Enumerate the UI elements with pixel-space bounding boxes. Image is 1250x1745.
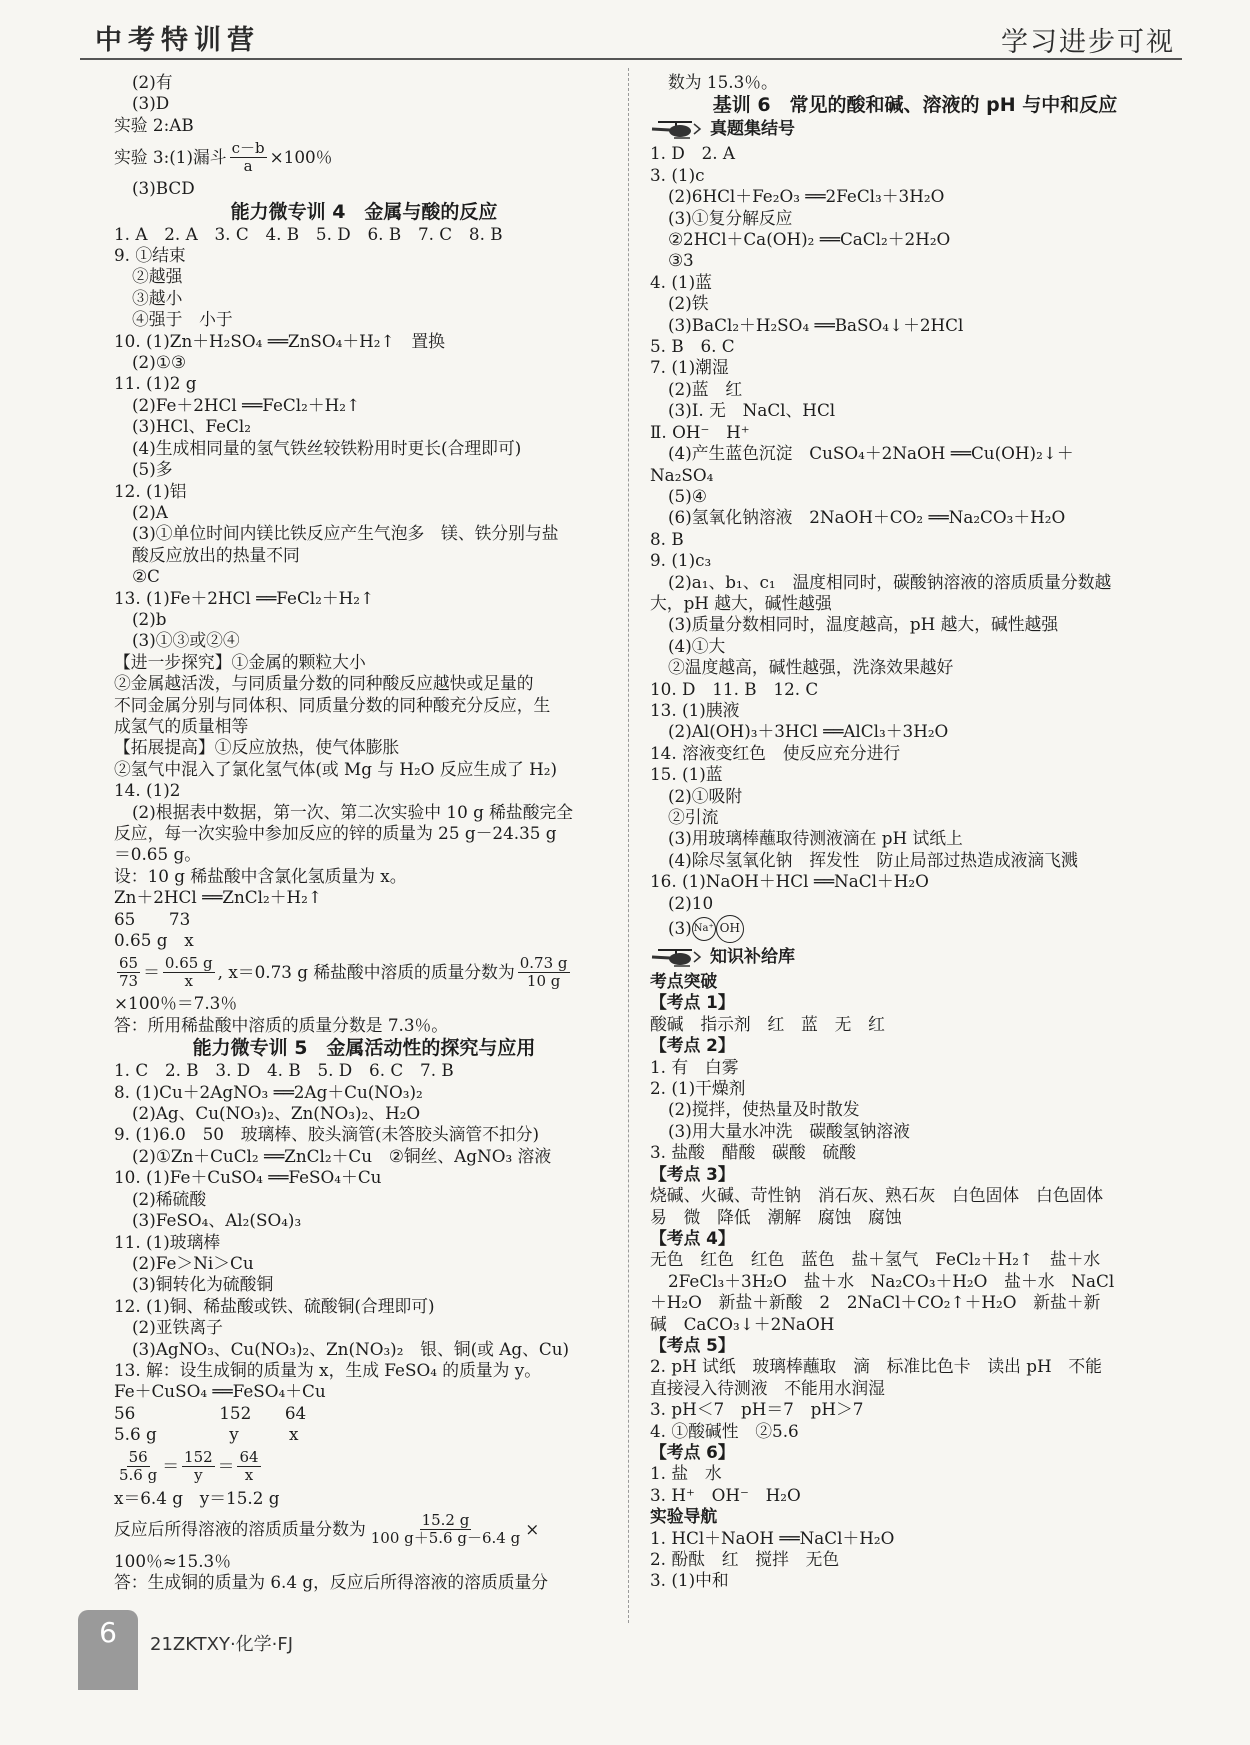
series-slogan: 学习进步可视 bbox=[1001, 27, 1175, 58]
answer-line: 碱 CaCO₃↓＋2NaOH bbox=[650, 1313, 835, 1334]
answer-line: (3)FeSO₄、Al₂(SO₄)₃ bbox=[132, 1210, 302, 1231]
answer-line: 实验导航 bbox=[650, 1506, 718, 1527]
answer-line: 0.65 g x bbox=[114, 930, 194, 951]
answer-line: 【考点 3】 bbox=[650, 1163, 735, 1184]
answer-line: 答：生成铜的质量为 6.4 g，反应后所得溶液的溶质质量分 bbox=[114, 1572, 549, 1593]
answer-line: (4)除尽氢氧化钠 挥发性 防止局部过热造成液滴飞溅 bbox=[668, 849, 1078, 870]
answer-line: 数为 15.3％。 bbox=[668, 72, 778, 92]
answer-line: 1. HCl＋NaOH ══NaCl＋H₂O bbox=[650, 1527, 895, 1548]
answer-line: 【拓展提高】①反应放热，使气体膨胀 bbox=[114, 737, 400, 758]
answer-line: 【考点 6】 bbox=[650, 1441, 735, 1462]
section-heading: 能力微专训 4 金属与酸的反应 bbox=[230, 200, 498, 223]
answer-line: 12. (1)铝 bbox=[114, 480, 187, 501]
fraction bbox=[117, 955, 140, 990]
answer-line: 考点突破 bbox=[650, 971, 718, 992]
fraction bbox=[237, 1449, 260, 1484]
answer-line: 2. (1)干燥剂 bbox=[650, 1078, 746, 1099]
formula-text: (3) bbox=[668, 918, 692, 939]
answer-line: (3)Ⅰ. 无 NaCl、HCl bbox=[668, 400, 836, 421]
answer-line: (2)Fe＞Ni＞Cu bbox=[132, 1252, 254, 1273]
answer-line: (4)①大 bbox=[668, 635, 726, 656]
helicopter-icon bbox=[650, 118, 702, 140]
book-code: 21ZKTXY·化学·FJ bbox=[150, 1634, 294, 1655]
answer-line: ③越小 bbox=[132, 287, 183, 308]
fraction-numerator: 152 bbox=[184, 1448, 213, 1467]
fraction bbox=[369, 1512, 522, 1547]
answer-line: (3)用玻璃棒蘸取待测液滴在 pH 试纸上 bbox=[668, 828, 963, 849]
answer-line: 11. (1)2 g bbox=[114, 373, 197, 394]
answer-line: 不同金属分别与同体积、同质量分数的同种酸充分反应，生 bbox=[114, 694, 551, 715]
answer-line: Zn＋2HCl ══ZnCl₂＋H₂↑ bbox=[114, 887, 322, 908]
column-divider bbox=[628, 68, 629, 1623]
answer-line: (3)用大量水冲洗 碳酸氢钠溶液 bbox=[668, 1120, 910, 1141]
answer-line: (3)质量分数相同时，温度越高，pH 越大，碱性越强 bbox=[668, 614, 1059, 635]
formula-text: ＝ bbox=[217, 1455, 235, 1476]
answer-line: ②2HCl＋Ca(OH)₂ ══CaCl₂＋2H₂O bbox=[668, 229, 951, 250]
answer-line: 【考点 4】 bbox=[650, 1227, 735, 1248]
answer-line bbox=[114, 1509, 614, 1551]
answer-line: ＋H₂O 新盐＋新酸 2 2NaCl＋CO₂↑＋H₂O 新盐＋新 bbox=[650, 1292, 1101, 1313]
answer-line: 7. (1)潮湿 bbox=[650, 357, 729, 378]
answer-line: ②越强 bbox=[132, 266, 183, 287]
answer-line: (2)Fe＋2HCl ══FeCl₂＋H₂↑ bbox=[132, 394, 361, 415]
answer-line: 9. ①结束 bbox=[114, 245, 186, 266]
answer-line: 3. (1)c bbox=[650, 164, 705, 185]
answer-line: (2)搅拌，使热量及时散发 bbox=[668, 1099, 860, 1120]
answer-line: 13. 解：设生成铜的质量为 x，生成 FeSO₄ 的质量为 y。 bbox=[114, 1359, 542, 1380]
answer-line: 2. 酚酞 红 搅拌 无色 bbox=[650, 1549, 840, 1569]
formula-text: 反应后所得溶液的溶质质量分数为 bbox=[114, 1519, 366, 1540]
answer-line: (3)HCl、FeCl₂ bbox=[132, 416, 251, 437]
right-column bbox=[650, 72, 1180, 1592]
answer-line: ②金属越活泼，与同质量分数的同种酸反应越快或足量的 bbox=[114, 673, 534, 694]
answer-line: 3. H⁺ OH⁻ H₂O bbox=[650, 1484, 801, 1505]
answer-line: (4)产生蓝色沉淀 CuSO₄＋2NaOH ══Cu(OH)₂↓＋ bbox=[668, 443, 1074, 464]
answer-line: (3)①③或②④ bbox=[132, 630, 240, 651]
formula-text: 实验 3:(1)漏斗 bbox=[114, 146, 227, 167]
answer-line: (4)生成相同量的氢气铁丝较铁粉用时更长(合理即可) bbox=[132, 437, 522, 458]
subsection-title: 真题集结号 bbox=[710, 119, 795, 140]
answer-line: (2)a₁、b₁、c₁ 温度相同时，碳酸钠溶液的溶质质量分数越 bbox=[668, 571, 1112, 592]
answer-line: (6)氢氧化钠溶液 2NaOH＋CO₂ ══Na₂CO₃＋H₂O bbox=[668, 507, 1066, 528]
fraction-denominator: a bbox=[243, 156, 253, 175]
answer-line: ③3 bbox=[668, 250, 694, 271]
answer-line: 4. (1)蓝 bbox=[650, 271, 712, 292]
fraction-denominator: 10 g bbox=[526, 971, 561, 990]
answer-line: x＝6.4 g y＝15.2 g bbox=[114, 1487, 280, 1508]
answer-line: 大，pH 越大，碱性越强 bbox=[650, 592, 832, 613]
fraction-denominator: 100 g＋5.6 g－6.4 g bbox=[370, 1529, 521, 1548]
answer-line: ＝0.65 g。 bbox=[114, 844, 202, 865]
answer-line: Na₂SO₄ bbox=[650, 464, 714, 485]
formula-text: ＝ bbox=[162, 1455, 180, 1476]
answer-line: 易 微 降低 潮解 腐蚀 腐蚀 bbox=[650, 1206, 902, 1227]
formula-text: ×100％ bbox=[269, 146, 333, 167]
answer-line: 2FeCl₃＋3H₂O 盐＋水 Na₂CO₃＋H₂O 盐＋水 NaCl bbox=[668, 1270, 1115, 1291]
fraction-numerator: c－b bbox=[231, 138, 265, 157]
answer-line: (2)铁 bbox=[668, 293, 709, 314]
answer-line: (2)①③ bbox=[132, 352, 186, 373]
answer-line: 15. (1)蓝 bbox=[650, 764, 723, 785]
answer-line: (2)A bbox=[132, 501, 168, 522]
header-rule bbox=[80, 58, 1182, 60]
answer-line: (2)稀硫酸 bbox=[132, 1188, 207, 1209]
answer-line: 3. (1)中和 bbox=[650, 1570, 729, 1591]
answer-line: 14. 溶液变红色 使反应充分进行 bbox=[650, 742, 901, 763]
subsection-banner bbox=[650, 946, 1180, 968]
answer-line: 5. B 6. C bbox=[650, 336, 735, 357]
fraction-denominator: x bbox=[184, 971, 194, 990]
fraction-numerator: 56 bbox=[128, 1448, 148, 1467]
answer-line: 直接浸入待测液 不能用水润湿 bbox=[650, 1377, 885, 1398]
answer-line: 酸碱 指示剂 红 蓝 无 红 bbox=[650, 1013, 885, 1034]
answer-line: 1. D 2. A bbox=[650, 143, 736, 164]
answer-line: 10. (1)Fe＋CuSO₄ ══FeSO₄＋Cu bbox=[114, 1167, 382, 1188]
formula-text: ＝ bbox=[143, 961, 160, 982]
answer-line: (2)6HCl＋Fe₂O₃ ══2FeCl₃＋3H₂O bbox=[668, 186, 945, 207]
answer-line: 答：所用稀盐酸中溶质的质量分数是 7.3％。 bbox=[114, 1014, 449, 1035]
answer-line: (5)④ bbox=[668, 485, 707, 506]
answer-line: ②氢气中混入了氯化氢气体(或 Mg 与 H₂O 反应生成了 H₂) bbox=[114, 758, 558, 779]
series-title: 中考特训营 bbox=[95, 25, 260, 56]
answer-line: 100％≈15.3％ bbox=[114, 1550, 232, 1571]
left-column bbox=[114, 72, 614, 1594]
answer-line: 10. D 11. B 12. C bbox=[650, 678, 819, 699]
answer-line bbox=[114, 1446, 614, 1488]
answer-line: (3)D bbox=[132, 93, 170, 114]
hydroxide-ion-circle: OH bbox=[716, 915, 744, 943]
fraction bbox=[182, 1449, 215, 1484]
answer-line: (2)10 bbox=[668, 892, 714, 913]
answer-line: 实验 2:AB bbox=[114, 114, 194, 135]
answer-line: 【进一步探究】①金属的颗粒大小 bbox=[114, 651, 366, 672]
answer-line: 1. A 2. A 3. C 4. B 5. D 6. B 7. C 8. B bbox=[114, 223, 503, 244]
fraction-numerator: 65 bbox=[119, 953, 139, 972]
formula-text: × bbox=[525, 1519, 540, 1540]
answer-line: 3. pH＜7 pH＝7 pH＞7 bbox=[650, 1399, 864, 1420]
subsection-title: 知识补给库 bbox=[710, 947, 795, 968]
answer-line bbox=[650, 914, 1180, 944]
answer-line: (3)铜转化为硫酸铜 bbox=[132, 1274, 274, 1295]
page-number-badge bbox=[78, 1610, 138, 1690]
answer-line: (3)AgNO₃、Cu(NO₃)₂、Zn(NO₃)₂ 银、铜(或 Ag、Cu) bbox=[132, 1338, 570, 1359]
answer-line: 4. ①酸碱性 ②5.6 bbox=[650, 1420, 799, 1441]
section-heading: 能力微专训 5 金属活动性的探究与应用 bbox=[192, 1037, 536, 1060]
section-heading: 基训 6 常见的酸和碱、溶液的 pH 与中和反应 bbox=[712, 94, 1118, 117]
answer-line: 成氢气的质量相等 bbox=[114, 715, 249, 736]
answer-line: ④强于 小于 bbox=[132, 309, 233, 330]
fraction bbox=[163, 955, 215, 990]
answer-line: (2)蓝 红 bbox=[668, 378, 743, 399]
answer-line: (3)①复分解反应 bbox=[668, 207, 793, 228]
answer-line: (2)Ag、Cu(NO₃)₂、Zn(NO₃)₂、H₂O bbox=[132, 1103, 421, 1124]
answer-line: (2)Al(OH)₃＋3HCl ══AlCl₃＋3H₂O bbox=[668, 721, 949, 742]
answer-line: 8. (1)Cu＋2AgNO₃ ══2Ag＋Cu(NO₃)₂ bbox=[114, 1081, 423, 1102]
answer-line: (2)亚铁离子 bbox=[132, 1317, 223, 1338]
answer-line: 1. C 2. B 3. D 4. B 5. D 6. C 7. B bbox=[114, 1060, 454, 1081]
answer-line: 11. (1)玻璃棒 bbox=[114, 1231, 221, 1252]
fraction-denominator: x bbox=[244, 1466, 254, 1485]
answer-line: (2)b bbox=[132, 608, 167, 629]
answer-line: (2)有 bbox=[132, 72, 173, 92]
page-number: 6 bbox=[99, 1616, 117, 1649]
formula-text: , x＝0.73 g 稀盐酸中溶质的质量分数为 bbox=[217, 961, 515, 982]
subsection-banner bbox=[650, 118, 1180, 140]
answer-line: 【考点 2】 bbox=[650, 1035, 735, 1056]
answer-line: ②温度越高，碱性越强，洗涤效果越好 bbox=[668, 657, 954, 678]
answer-line: 56 152 64 bbox=[114, 1402, 307, 1423]
answer-line: 1. 有 白雾 bbox=[650, 1056, 739, 1077]
fraction-denominator: 73 bbox=[119, 971, 139, 990]
answer-line: 13. (1)Fe＋2HCl ══FeCl₂＋H₂↑ bbox=[114, 587, 375, 608]
answer-line: 14. (1)2 bbox=[114, 780, 181, 801]
answer-line: 设：10 g 稀盐酸中含氯化氢质量为 x。 bbox=[114, 865, 407, 886]
answer-line bbox=[114, 136, 614, 178]
answer-line: 9. (1)c₃ bbox=[650, 550, 712, 571]
answer-line: (2)根据表中数据，第一次、第二次实验中 10 g 稀盐酸完全 bbox=[132, 801, 574, 822]
answer-line: 9. (1)6.0 50 玻璃棒、胶头滴管(未答胶头滴管不扣分) bbox=[114, 1124, 540, 1145]
fraction-numerator: 0.65 g bbox=[164, 953, 213, 972]
answer-line: 酸反应放出的热量不同 bbox=[132, 544, 300, 565]
fraction bbox=[518, 955, 570, 990]
fraction-denominator: y bbox=[194, 1466, 203, 1485]
fraction-denominator: 5.6 g bbox=[119, 1466, 158, 1485]
sodium-ion-circle: Na⁺ bbox=[692, 917, 716, 941]
answer-line: 【考点 5】 bbox=[650, 1334, 735, 1355]
answer-line: (3)BaCl₂＋H₂SO₄ ══BaSO₄↓＋2HCl bbox=[668, 314, 964, 335]
answer-line: (2)①Zn＋CuCl₂ ══ZnCl₂＋Cu ②铜丝、AgNO₃ 溶液 bbox=[132, 1145, 552, 1166]
answer-line: 无色 红色 红色 蓝色 盐＋氢气 FeCl₂＋H₂↑ 盐＋水 bbox=[650, 1249, 1101, 1270]
answer-line: (2)①吸附 bbox=[668, 785, 743, 806]
fraction bbox=[230, 140, 267, 175]
answer-line: 65 73 bbox=[114, 908, 191, 929]
answer-line: Ⅱ. OH⁻ H⁺ bbox=[650, 421, 750, 442]
fraction-numerator: 0.73 g bbox=[519, 953, 568, 972]
answer-line: Fe＋CuSO₄ ══FeSO₄＋Cu bbox=[114, 1381, 326, 1402]
answer-line: 12. (1)铜、稀盐酸或铁、硫酸铜(合理即可) bbox=[114, 1295, 435, 1316]
fraction-numerator: 64 bbox=[239, 1448, 259, 1467]
answer-line: (5)多 bbox=[132, 459, 173, 480]
answer-line bbox=[114, 951, 614, 993]
answer-line: 5.6 g y x bbox=[114, 1424, 299, 1445]
answer-line: ②C bbox=[132, 566, 160, 587]
answer-line: (3)①单位时间内镁比铁反应产生气泡多 镁、铁分别与盐 bbox=[132, 523, 559, 544]
fraction bbox=[117, 1449, 159, 1484]
answer-line: 16. (1)NaOH＋HCl ══NaCl＋H₂O bbox=[650, 871, 929, 892]
answer-line: ②引流 bbox=[668, 807, 719, 827]
answer-line: 反应，每一次实验中参加反应的锌的质量为 25 g－24.35 g bbox=[114, 823, 557, 843]
answer-line: 8. B bbox=[650, 528, 684, 549]
answer-line: ×100％＝7.3％ bbox=[114, 993, 238, 1014]
answer-line: 1. 盐 水 bbox=[650, 1463, 722, 1484]
answer-line: 2. pH 试纸 玻璃棒蘸取 滴 标准比色卡 读出 pH 不能 bbox=[650, 1356, 1102, 1377]
answer-line: 13. (1)胰液 bbox=[650, 699, 740, 720]
fraction-numerator: 15.2 g bbox=[421, 1511, 470, 1530]
helicopter-icon bbox=[650, 946, 702, 968]
answer-line: 烧碱、火碱、苛性钠 消石灰、熟石灰 白色固体 白色固体 bbox=[650, 1185, 1104, 1206]
answer-line: 3. 盐酸 醋酸 碳酸 硫酸 bbox=[650, 1142, 856, 1163]
answer-line: 10. (1)Zn＋H₂SO₄ ══ZnSO₄＋H₂↑ 置换 bbox=[114, 330, 445, 351]
answer-line: 【考点 1】 bbox=[650, 992, 735, 1013]
answer-line: (3)BCD bbox=[132, 178, 195, 199]
